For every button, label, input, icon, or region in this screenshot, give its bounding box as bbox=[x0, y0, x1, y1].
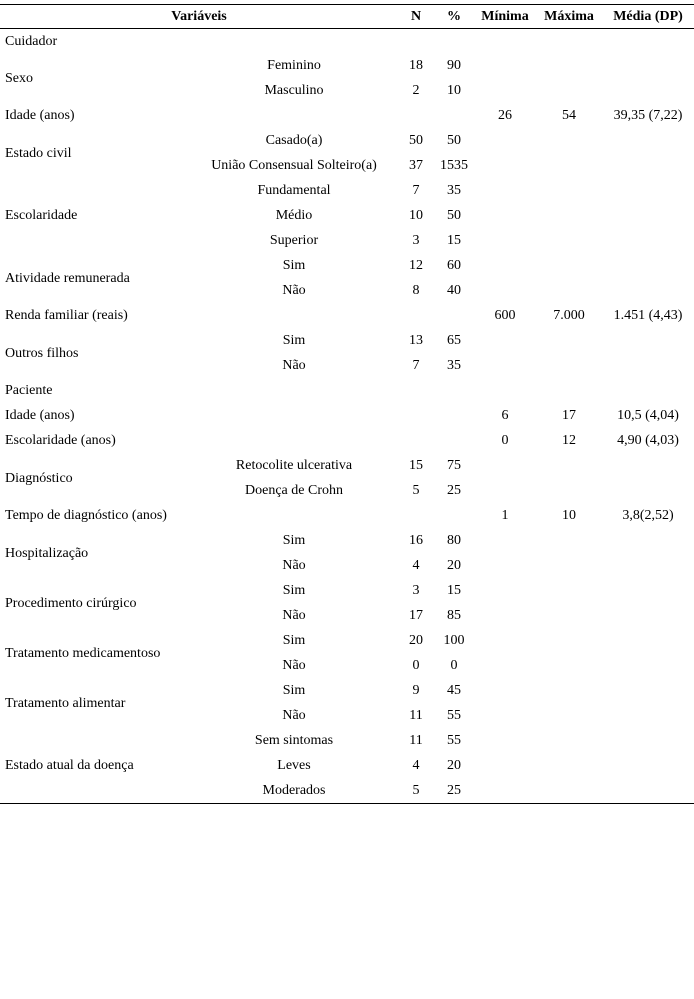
n-cell: 5 bbox=[412, 783, 420, 799]
variable-cell: Procedimento cirúrgico bbox=[5, 595, 137, 611]
empty-cell bbox=[602, 79, 694, 104]
category-cell: Doença de Crohn bbox=[245, 483, 343, 499]
n-cell: 9 bbox=[412, 683, 420, 699]
category-cell: Moderados bbox=[262, 783, 326, 799]
empty-cell bbox=[536, 779, 602, 804]
pct-cell: 55 bbox=[447, 708, 462, 724]
empty-cell bbox=[536, 629, 602, 654]
header-maxima: Máxima bbox=[536, 5, 602, 29]
min-cell: 6 bbox=[501, 408, 509, 424]
empty-cell bbox=[474, 129, 536, 154]
category-cell: Superior bbox=[269, 233, 319, 249]
table-row bbox=[0, 404, 694, 429]
empty-cell bbox=[602, 204, 694, 229]
pct-cell: 25 bbox=[447, 483, 462, 499]
n-cell: 3 bbox=[412, 583, 420, 599]
variable-cell: Estado civil bbox=[5, 145, 72, 161]
pct-cell: 50 bbox=[447, 208, 462, 224]
empty-cell bbox=[474, 479, 536, 504]
category-cell: Feminino bbox=[267, 58, 321, 74]
variable-cell: Atividade remunerada bbox=[5, 270, 130, 286]
empty-cell bbox=[536, 679, 602, 704]
empty-cell bbox=[602, 54, 694, 79]
empty-cell bbox=[190, 404, 398, 429]
empty-cell bbox=[602, 579, 694, 604]
pct-cell: 85 bbox=[447, 608, 462, 624]
min-cell: 0 bbox=[501, 433, 509, 449]
category-cell: Retocolite ulcerativa bbox=[235, 458, 353, 474]
empty-cell bbox=[434, 404, 474, 429]
category-cell: Sem sintomas bbox=[254, 733, 334, 749]
category-cell: Não bbox=[282, 658, 306, 674]
empty-cell bbox=[536, 354, 602, 379]
variable-cell: Diagnóstico bbox=[5, 470, 73, 486]
category-cell: Sim bbox=[282, 683, 306, 699]
table-row bbox=[0, 129, 694, 154]
empty-cell bbox=[536, 229, 602, 254]
category-cell: Não bbox=[282, 608, 306, 624]
empty-cell bbox=[434, 429, 474, 454]
table-row bbox=[0, 454, 694, 479]
empty-cell bbox=[474, 679, 536, 704]
header-media: Média (DP) bbox=[602, 5, 694, 29]
pct-cell: 35 bbox=[447, 358, 462, 374]
empty-cell bbox=[474, 529, 536, 554]
n-cell: 17 bbox=[409, 608, 424, 624]
empty-cell bbox=[602, 554, 694, 579]
category-cell: Leves bbox=[277, 758, 311, 774]
empty-cell bbox=[190, 304, 398, 329]
header-pct: % bbox=[434, 5, 474, 29]
empty-cell bbox=[474, 604, 536, 629]
max-cell: 10 bbox=[562, 508, 577, 524]
n-cell: 4 bbox=[412, 758, 420, 774]
empty-cell bbox=[474, 754, 536, 779]
empty-cell bbox=[602, 679, 694, 704]
table-row bbox=[0, 429, 694, 454]
variable-cell: Tratamento medicamentoso bbox=[5, 645, 161, 661]
empty-cell bbox=[602, 229, 694, 254]
empty-cell bbox=[536, 604, 602, 629]
n-cell: 16 bbox=[409, 533, 424, 549]
category-cell: Sim bbox=[282, 583, 306, 599]
max-cell: 7.000 bbox=[553, 308, 585, 324]
pct-cell: 45 bbox=[447, 683, 462, 699]
header-minima: Mínima bbox=[474, 5, 536, 29]
variable-cell: Renda familiar (reais) bbox=[5, 308, 128, 324]
variable-cell: Estado atual da doença bbox=[5, 758, 134, 774]
category-cell: Fundamental bbox=[257, 183, 331, 199]
pct-cell: 1535 bbox=[440, 158, 469, 174]
mean-cell: 39,35 (7,22) bbox=[613, 108, 683, 124]
table-row bbox=[0, 179, 694, 204]
n-cell: 11 bbox=[409, 708, 423, 724]
pct-cell: 35 bbox=[447, 183, 462, 199]
empty-cell bbox=[434, 504, 474, 529]
variable-cell: Hospitalização bbox=[5, 545, 89, 561]
empty-cell bbox=[536, 254, 602, 279]
n-cell: 5 bbox=[412, 483, 420, 499]
empty-cell bbox=[536, 654, 602, 679]
empty-cell bbox=[474, 729, 536, 754]
table-row bbox=[0, 679, 694, 704]
empty-cell bbox=[536, 279, 602, 304]
mean-cell: 10,5 (4,04) bbox=[617, 408, 679, 424]
pct-cell: 20 bbox=[447, 558, 462, 574]
min-cell: 600 bbox=[494, 308, 516, 324]
min-cell: 1 bbox=[501, 508, 509, 524]
empty-cell bbox=[474, 54, 536, 79]
n-cell: 3 bbox=[412, 233, 420, 249]
pct-cell: 25 bbox=[447, 783, 462, 799]
empty-cell bbox=[190, 429, 398, 454]
empty-cell bbox=[602, 604, 694, 629]
empty-cell bbox=[536, 79, 602, 104]
n-cell: 4 bbox=[412, 558, 420, 574]
empty-cell bbox=[536, 179, 602, 204]
mean-cell: 4,90 (4,03) bbox=[617, 433, 679, 449]
empty-cell bbox=[602, 329, 694, 354]
empty-cell bbox=[434, 104, 474, 129]
empty-cell bbox=[474, 454, 536, 479]
empty-cell bbox=[474, 204, 536, 229]
empty-cell bbox=[474, 254, 536, 279]
n-cell: 8 bbox=[412, 283, 420, 299]
empty-cell bbox=[602, 729, 694, 754]
pct-cell: 100 bbox=[443, 633, 465, 649]
empty-cell bbox=[474, 154, 536, 179]
empty-cell bbox=[536, 54, 602, 79]
empty-cell bbox=[398, 429, 434, 454]
n-cell: 13 bbox=[409, 333, 424, 349]
empty-cell bbox=[474, 704, 536, 729]
pct-cell: 10 bbox=[447, 83, 462, 99]
empty-cell bbox=[536, 579, 602, 604]
n-cell: 7 bbox=[412, 183, 420, 199]
category-cell: Não bbox=[282, 283, 306, 299]
variable-cell: Tratamento alimentar bbox=[5, 695, 126, 711]
empty-cell bbox=[602, 254, 694, 279]
n-cell: 7 bbox=[412, 358, 420, 374]
pct-cell: 15 bbox=[447, 583, 462, 599]
mean-cell: 1.451 (4,43) bbox=[613, 308, 683, 324]
pct-cell: 15 bbox=[447, 233, 462, 249]
category-cell: Sim bbox=[282, 633, 306, 649]
pct-cell: 75 bbox=[447, 458, 462, 474]
empty-cell bbox=[474, 354, 536, 379]
empty-cell bbox=[602, 754, 694, 779]
empty-cell bbox=[536, 529, 602, 554]
pct-cell: 0 bbox=[450, 658, 458, 674]
empty-cell bbox=[602, 154, 694, 179]
empty-cell bbox=[474, 579, 536, 604]
pct-cell: 90 bbox=[447, 58, 462, 74]
section-label: Cuidador bbox=[5, 33, 58, 49]
n-cell: 2 bbox=[412, 83, 420, 99]
empty-cell bbox=[474, 179, 536, 204]
category-cell: União Consensual Solteiro(a) bbox=[211, 158, 377, 174]
empty-cell bbox=[536, 554, 602, 579]
pct-cell: 20 bbox=[447, 758, 462, 774]
empty-cell bbox=[536, 479, 602, 504]
table-row bbox=[0, 104, 694, 129]
n-cell: 20 bbox=[409, 633, 424, 649]
empty-cell bbox=[536, 329, 602, 354]
empty-cell bbox=[536, 704, 602, 729]
empty-cell bbox=[398, 504, 434, 529]
empty-cell bbox=[602, 654, 694, 679]
empty-cell bbox=[474, 654, 536, 679]
empty-cell bbox=[602, 529, 694, 554]
min-cell: 26 bbox=[498, 108, 513, 124]
table-row bbox=[0, 729, 694, 754]
empty-cell bbox=[474, 779, 536, 804]
pct-cell: 80 bbox=[447, 533, 462, 549]
pct-cell: 40 bbox=[447, 283, 462, 299]
pct-cell: 55 bbox=[447, 733, 462, 749]
empty-cell bbox=[398, 104, 434, 129]
variable-cell: Idade (anos) bbox=[5, 108, 75, 124]
pct-cell: 60 bbox=[447, 258, 462, 274]
category-cell: Sim bbox=[282, 258, 306, 274]
max-cell: 17 bbox=[562, 408, 577, 424]
table-row bbox=[0, 629, 694, 654]
category-cell: Médio bbox=[275, 208, 313, 224]
table-row bbox=[0, 579, 694, 604]
n-cell: 37 bbox=[409, 158, 424, 174]
empty-cell bbox=[474, 329, 536, 354]
n-cell: 11 bbox=[409, 733, 423, 749]
table-row bbox=[0, 304, 694, 329]
empty-cell bbox=[602, 454, 694, 479]
empty-cell bbox=[536, 729, 602, 754]
variable-cell: Escolaridade bbox=[5, 208, 78, 224]
empty-cell bbox=[474, 229, 536, 254]
empty-cell bbox=[536, 754, 602, 779]
category-cell: Masculino bbox=[264, 83, 324, 99]
empty-cell bbox=[190, 504, 398, 529]
category-cell: Sim bbox=[282, 333, 306, 349]
category-cell: Casado(a) bbox=[265, 133, 323, 149]
statistics-table bbox=[0, 4, 694, 804]
category-cell: Não bbox=[282, 708, 306, 724]
n-cell: 12 bbox=[409, 258, 424, 274]
category-cell: Sim bbox=[282, 533, 306, 549]
variable-cell: Idade (anos) bbox=[5, 408, 75, 424]
section-label: Paciente bbox=[5, 383, 53, 399]
empty-cell bbox=[474, 629, 536, 654]
empty-cell bbox=[536, 454, 602, 479]
table-row bbox=[0, 504, 694, 529]
variable-cell: Outros filhos bbox=[5, 345, 79, 361]
mean-cell: 3,8(2,52) bbox=[622, 508, 674, 524]
table-row bbox=[0, 329, 694, 354]
header-variaveis: Variáveis bbox=[0, 5, 398, 29]
n-cell: 15 bbox=[409, 458, 424, 474]
n-cell: 0 bbox=[412, 658, 420, 674]
max-cell: 54 bbox=[562, 108, 577, 124]
empty-cell bbox=[398, 304, 434, 329]
header-n: N bbox=[398, 5, 434, 29]
n-cell: 18 bbox=[409, 58, 424, 74]
variable-cell: Sexo bbox=[5, 70, 33, 86]
category-cell: Não bbox=[282, 558, 306, 574]
empty-cell bbox=[536, 204, 602, 229]
section-row-paciente bbox=[0, 379, 694, 404]
empty-cell bbox=[602, 354, 694, 379]
empty-cell bbox=[602, 779, 694, 804]
max-cell: 12 bbox=[562, 433, 577, 449]
variable-cell: Escolaridade (anos) bbox=[5, 433, 116, 449]
empty-cell bbox=[398, 404, 434, 429]
empty-cell bbox=[474, 279, 536, 304]
empty-cell bbox=[602, 129, 694, 154]
empty-cell bbox=[190, 104, 398, 129]
n-cell: 50 bbox=[409, 133, 424, 149]
category-cell: Não bbox=[282, 358, 306, 374]
table-row bbox=[0, 54, 694, 79]
empty-cell bbox=[602, 479, 694, 504]
empty-cell bbox=[602, 704, 694, 729]
table-row bbox=[0, 529, 694, 554]
empty-cell bbox=[434, 304, 474, 329]
variable-cell: Tempo de diagnóstico (anos) bbox=[5, 508, 167, 524]
header-row bbox=[0, 5, 694, 29]
empty-cell bbox=[602, 279, 694, 304]
pct-cell: 65 bbox=[447, 333, 462, 349]
empty-cell bbox=[602, 629, 694, 654]
empty-cell bbox=[474, 79, 536, 104]
empty-cell bbox=[602, 179, 694, 204]
pct-cell: 50 bbox=[447, 133, 462, 149]
empty-cell bbox=[536, 154, 602, 179]
table-row bbox=[0, 254, 694, 279]
empty-cell bbox=[536, 129, 602, 154]
section-row-cuidador bbox=[0, 29, 694, 54]
empty-cell bbox=[474, 554, 536, 579]
n-cell: 10 bbox=[409, 208, 424, 224]
